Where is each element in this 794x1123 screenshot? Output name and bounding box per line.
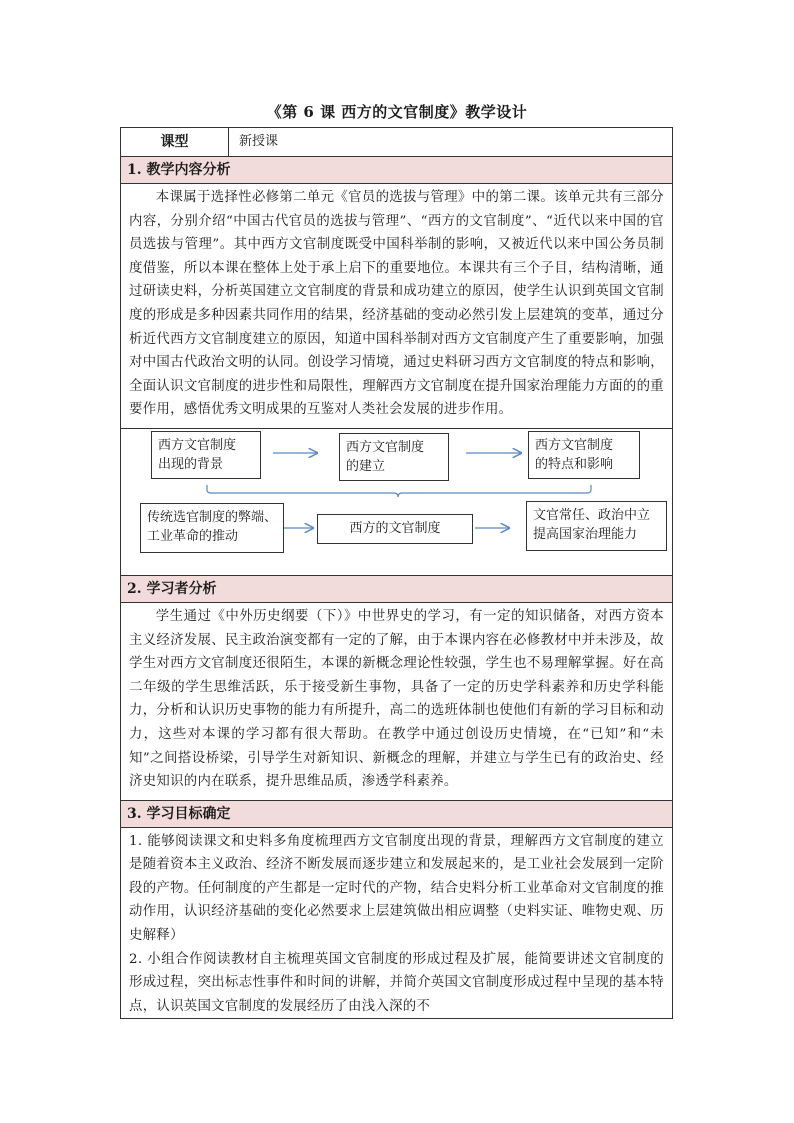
box-outcomes-line2: 提高国家治理能力: [533, 526, 638, 542]
learner-analysis-paragraph: 学生通过《中外历史纲要（下）》中世界史的学习，有一定的知识储备，对西方资本主义经济发展、民主政治演变都有一定的了解，由于本课内容在必修教材中并未涉及，故学生对西方文官制度还很陌生，本课的新概念理论性较强，学生也不易理解掌握。好在高二年级的学生思维活跃，乐于接受新生事物，具备了一定的历史学科素养和历史学科能力，分析和认识历史事物的能力有所提升，高二的选班体制也使他们有新的学习目标和动力，这些对本课的学习都有很大帮助。在教学中通过创设历史情境，在“已知”和“未知”之间搭设桥梁，引导学生对新知识、新概念的理解，并建立与学生已有的政治史、经济史知识的内在联系，提升思维品质，渗透学科素养。: [129, 608, 664, 790]
content-analysis-paragraph: 本课属于选择性必修第二单元《官员的选拔与管理》中的第二课。该单元共有三部分内容，分别介绍“中国古代官员的选拔与管理”、“西方的文官制度”、“近代以来中国的官员选拔与管理”。其中西方文官制度既受中国科举制的影响，又被近代以来中国公务员制度借鉴，所以本课在整体上处于承上启下的重要地位。本课共有三个子目，结构清晰，通过研读史料，分析英国建立文官制度的背景和成功建立的原因，使学生认识到英国文官制度的形成是多种因素共同作用的结果，经济基础的变动必然引发上层建筑的变革，通过分析近代西方文官制度建立的原因，知道中国科举制对西方文官制度产生了重要影响，加强对中国古代政治文明的认同。创设学习情境，通过史料研习西方文官制度的特点和影响，全面认识文官制度的进步性和局限性，理解西方文官制度在提升国家治理能力方面的的重要作用，感悟优秀文明成果的互鉴对人类社会发展的进步作用。: [129, 190, 664, 418]
box-causes-line1: 传统选官制度的弊端、: [147, 509, 278, 525]
section-heading-learning-objectives: 3. 学习目标确定: [121, 800, 673, 827]
box-background-line2: 出现的背景: [158, 456, 224, 472]
course-type-label: 课型: [121, 128, 229, 157]
section-heading-learner-analysis: 2. 学习者分析: [121, 575, 673, 602]
content-analysis-cell: [121, 184, 673, 429]
box-background: [151, 431, 261, 479]
section-heading-content-analysis: 1. 教学内容分析: [121, 157, 673, 184]
box-causes-line2: 工业革命的推动: [147, 528, 239, 544]
box-background-line1: 西方文官制度: [158, 437, 237, 453]
box-causes: [140, 503, 284, 553]
box-establishment-line1: 西方文官制度: [346, 439, 425, 455]
document-title: 《第 6 课 西方的文官制度》教学设计: [266, 103, 528, 121]
objective-item: 1. 能够阅读课文和史料多角度梳理西方文官制度出现的背景，理解西方文官制度的建立是随着资本主义政治、经济不断发展而逐步建立和发展起来的，是工业社会发展到一定阶段的产物。任何制度的产生都是一定时代的产物，结合史料分析工业革命对文官制度的推动作用，认识经济基础的变化必然要求上层建筑做出相应调整（史料实证、唯物史观、历史解释）: [129, 833, 664, 944]
objective-item: 2. 小组合作阅读教材自主梳理英国文官制度的形成过程及扩展，能简要讲述文官制度的形成过程，突出标志性事件和时间的讲解，并简介英国文官制度形成过程中呈现的基本特点，认识英国文官制度的发展经历了由浅入深的不: [129, 951, 664, 1014]
learning-objectives-cell: [121, 827, 673, 1019]
structure-diagram-cell: [121, 428, 673, 575]
box-establishment: [339, 433, 449, 481]
box-outcomes: [526, 501, 667, 551]
course-type-value: 新授课: [229, 128, 673, 157]
box-outcomes-line1: 文官常任、政治中立: [533, 507, 651, 523]
brace-connector: [207, 485, 591, 497]
box-central-topic: [317, 514, 473, 544]
lesson-plan-table: [120, 127, 673, 1019]
box-features-line1: 西方文官制度: [535, 437, 614, 453]
structure-diagram: [121, 429, 673, 575]
box-features-line2: 的特点和影响: [535, 456, 614, 472]
box-central-topic-text: 西方的文官制度: [349, 520, 441, 536]
box-establishment-line2: 的建立: [346, 458, 386, 474]
course-type-row: [121, 128, 673, 157]
box-features-impact: [528, 431, 640, 479]
learner-analysis-cell: [121, 602, 673, 800]
